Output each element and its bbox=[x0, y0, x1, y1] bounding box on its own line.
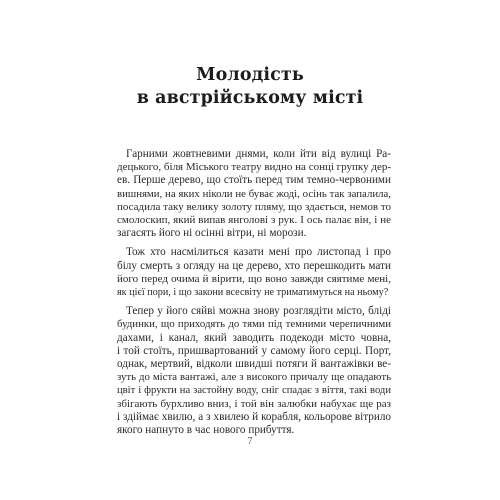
text-line: і той стоїть, пришвартований у самому його серці. Порт, bbox=[117, 344, 391, 357]
chapter-title bbox=[0, 64, 500, 110]
text-line: збігають бурхливо вниз, і той він залюбки набухає ще раз bbox=[117, 397, 391, 410]
text-line: його перед очима й вірити, що воно завжди сяятиме мені, bbox=[117, 272, 391, 285]
text-line: ев. Перше дерево, що стоїть перед тим темно-червоними bbox=[117, 174, 391, 187]
body-text bbox=[117, 148, 391, 443]
text-line: білу смерть з огляду на це дерево, хто перешкодить мати bbox=[117, 259, 391, 272]
text-line: дахами, і канал, який заводить подекоди місто човна, bbox=[117, 331, 391, 344]
text-line: смолоскип, який випав янголові з рук. І ось палає він, і не bbox=[117, 214, 391, 227]
text-line: однак, мертвий, відколи швидші потяги й вантажівки ве- bbox=[117, 358, 391, 371]
text-line: Тепер у його сяйві можна знову розглядіти місто, блідi bbox=[126, 305, 391, 318]
text-line: вишнями, на яких ніколи не буває жоді, осінь так запалила, bbox=[117, 187, 391, 200]
text-line: зуть до міста вантажі, але з високого причалу ще опадають bbox=[117, 371, 391, 384]
text-line: будинки, що приходять до тями під темними черепичними bbox=[117, 318, 391, 331]
text-line: децького, біля Міського театру видно на сонці групку дер- bbox=[117, 161, 391, 174]
paragraph bbox=[117, 148, 391, 240]
text-line: посадила таку велику золоту пляму, що здається, немов то bbox=[117, 200, 391, 213]
text-line: цвіт і фрукти на застойну воду, сніг спадає з віття, такі води bbox=[117, 385, 391, 397]
text-line: Тож хто насмілиться казати мені про листопад і про bbox=[126, 246, 391, 259]
text-line: і здіймає хвилю, а з хвилею й корабля, кольорове вітрило bbox=[117, 410, 391, 423]
paragraph bbox=[117, 305, 391, 437]
chapter-title-line-2: в австрійському місті bbox=[136, 88, 364, 108]
chapter-title-line-1: Молодість bbox=[196, 65, 304, 85]
text-line: загасять його ні осінні вітри, ні морози. bbox=[117, 227, 307, 240]
text-line: Гарними жовтневими днями, коли йти від вулиці Ра- bbox=[126, 148, 391, 160]
page-number: 7 bbox=[247, 436, 253, 447]
paragraph bbox=[117, 246, 391, 299]
text-line: якого напнуто в час нового прибуття. bbox=[117, 424, 295, 437]
text-line: як цієї пори, і що закони всесвіту не триматимуться на ньому? bbox=[117, 287, 389, 299]
